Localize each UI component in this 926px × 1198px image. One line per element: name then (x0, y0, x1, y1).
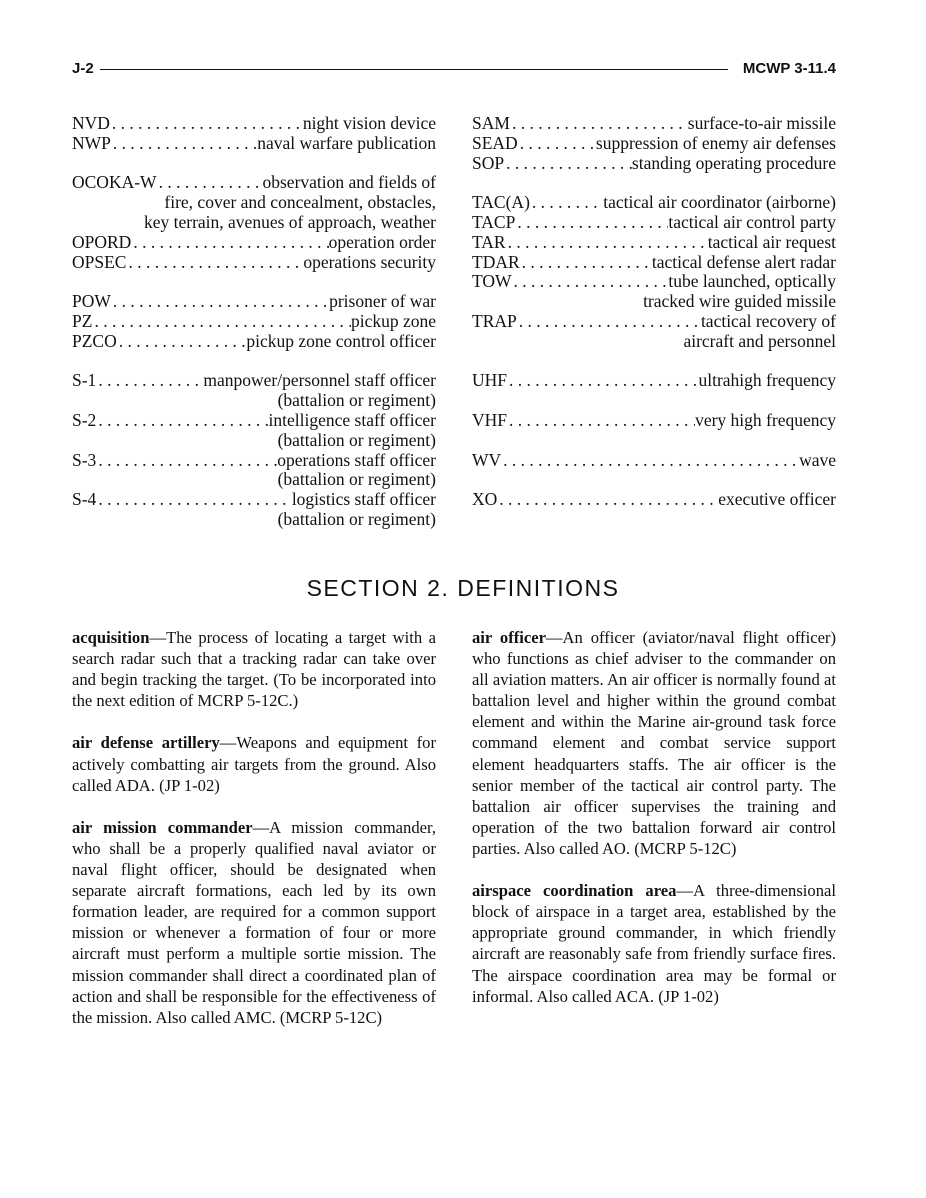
acronym-entry (472, 312, 836, 352)
definitions-column-left (72, 627, 436, 1049)
entry-spacer (472, 431, 836, 451)
dot-leader (96, 451, 277, 471)
page-number: J-2 (72, 60, 94, 77)
dot-leader (520, 253, 652, 273)
acronym-definition: executive officer (718, 489, 836, 510)
definition-paragraph (72, 732, 436, 795)
acronym-entry (72, 173, 436, 232)
acronym-definition: tactical air control party (668, 211, 836, 232)
acronym-term: WV (472, 449, 502, 470)
acronym-term: VHF (472, 409, 508, 430)
acronym-definition-continued: fire, cover and concealment, obstacles, (164, 192, 436, 213)
acronym-term: OPORD (72, 231, 132, 252)
dot-leader (507, 411, 695, 431)
acronym-term: SOP (472, 152, 505, 173)
acronym-term: TRAP (472, 310, 517, 331)
dot-leader (501, 451, 799, 471)
acronym-term: OPSEC (72, 251, 127, 272)
acronym-definition: intelligence staff officer (268, 409, 436, 430)
acronym-entry (472, 272, 836, 312)
acronym-entry (72, 292, 436, 312)
definition-paragraph (72, 817, 436, 1028)
definition-paragraph (472, 880, 836, 1007)
dot-leader (507, 371, 698, 391)
acronym-term: TDAR (472, 251, 520, 272)
acronym-term: PZCO (72, 330, 117, 351)
acronym-term: S-3 (72, 449, 97, 470)
dot-leader (517, 312, 701, 332)
definition-term: airspace coordination area (472, 881, 677, 901)
definition-term: air defense artillery (72, 733, 220, 753)
acronym-entry (72, 114, 436, 134)
acronym-definition-continued: key terrain, avenues of approach, weather (143, 211, 436, 232)
acronym-definition-continued: (battalion or regiment) (277, 508, 436, 529)
acronym-definition-continued: (battalion or regiment) (277, 429, 436, 450)
page-header (72, 60, 836, 80)
acronym-term: NVD (72, 113, 110, 133)
acronym-list-right (472, 114, 836, 510)
definition-text: —A mission commander, who shall be a properly qualified naval aviator or naval flight officer, should be designated when separate aircraft formations, each led by its own formation leader, are required for a common support mission or whenever a formation of four or more aircraft must perform a multiple sortie mission. The mission commander shall direct a coordinated plan of action and shall be responsible for the effectiveness of the mission. Also called AMC. (MCRP 5-12C) (72, 817, 437, 1027)
acronym-definition: surface-to-air missile (687, 113, 836, 133)
document-id: MCWP 3-11.4 (742, 60, 836, 77)
dot-leader (126, 253, 303, 273)
acronym-entry (72, 371, 436, 411)
acronym-definition: prisoner of war (329, 291, 436, 312)
acronym-entry (72, 253, 436, 273)
acronym-entry (72, 134, 436, 154)
acronym-entry (472, 411, 836, 431)
dot-leader (131, 233, 328, 253)
acronym-definition: very high frequency (695, 409, 836, 430)
dot-leader (515, 213, 668, 233)
entry-spacer (472, 391, 836, 411)
dot-leader (497, 490, 718, 510)
acronym-definition: observation and fields of (262, 172, 436, 193)
dot-leader (530, 193, 603, 213)
acronym-entry (72, 233, 436, 253)
acronym-entry (72, 312, 436, 332)
definition-text: —An officer (aviator/naval flight officer) who functions as chief adviser to the commander on all aviation matters. An air officer is normally found at battalion level and higher within the ground combat element and within the Marine air-ground task force command element and combat service support element headquarters staffs. The air officer is the senior member of the tactical air control party. The battalion air officer supervises the training and operation of the two battalion forward air control parties. Also called AO. (MCRP 5-12C) (472, 628, 836, 858)
dot-leader (117, 332, 247, 352)
dot-leader (96, 371, 203, 391)
definition-term: air officer (472, 628, 546, 647)
header-rule (100, 69, 728, 70)
acronym-definition-continued: tracked wire guided missile (643, 291, 836, 312)
dot-leader (96, 411, 268, 431)
acronym-entry (72, 411, 436, 451)
definition-text: —The process of locating a target with a search radar such that a tracking radar can take over and begin tracking the target. (To be incorporated into the next edition of MCRP 5-12C.) (72, 628, 436, 711)
acronym-definition: tactical defense alert radar (651, 251, 836, 272)
dot-leader (504, 154, 632, 174)
dot-leader (92, 312, 351, 332)
entry-spacer (472, 470, 836, 490)
acronym-definition: pickup zone (350, 310, 436, 331)
acronym-entry (472, 114, 836, 134)
acronym-definition: tactical air request (707, 231, 836, 252)
entry-spacer (472, 173, 836, 193)
entry-spacer (72, 352, 436, 372)
acronym-term: TOW (472, 271, 512, 292)
dot-leader (157, 173, 263, 193)
acronym-term: UHF (472, 370, 508, 391)
acronym-entry (472, 134, 836, 154)
dot-leader (111, 134, 257, 154)
dot-leader (512, 272, 669, 292)
acronym-entry (72, 332, 436, 352)
entry-spacer (72, 154, 436, 174)
dot-leader (506, 233, 708, 253)
acronym-definition: suppression of enemy air defenses (595, 132, 836, 153)
acronym-list-left (72, 114, 436, 530)
acronym-entry (472, 490, 836, 510)
acronym-term: OCOKA-W (72, 172, 157, 193)
definitions-column-right (472, 627, 836, 1028)
dot-leader (510, 114, 688, 134)
acronym-definition: tube launched, optically (668, 271, 836, 292)
entry-spacer (472, 352, 836, 372)
acronym-definition-continued: aircraft and personnel (683, 330, 836, 351)
acronym-entry (472, 371, 836, 391)
acronym-definition: naval warfare publication (257, 132, 436, 153)
acronym-term: POW (72, 291, 111, 312)
acronym-definition: wave (799, 449, 836, 470)
acronym-term: TACP (472, 211, 516, 232)
acronym-term: S-2 (72, 409, 97, 430)
acronym-term: PZ (72, 310, 93, 331)
acronym-entry (472, 213, 836, 233)
definition-paragraph (72, 627, 436, 711)
acronym-term: S-4 (72, 489, 97, 510)
acronym-definition: tactical air coordinator (airborne) (603, 192, 836, 213)
acronym-entry (472, 154, 836, 174)
acronym-term: NWP (72, 132, 111, 153)
acronym-definition-continued: (battalion or regiment) (277, 469, 436, 490)
definition-paragraph (472, 627, 836, 859)
acronym-entry (472, 233, 836, 253)
definition-text: —A three-dimensional block of airspace in a target area, established by the appropriate ground commander, in which friendly aircraft are reasonably safe from friendly surface fires. The airspace coordination area may be formal or informal. Also called ACA. (JP 1-02) (472, 881, 836, 1006)
dot-leader (111, 292, 329, 312)
acronym-term: TAR (472, 231, 506, 252)
acronym-definition: ultrahigh frequency (698, 370, 836, 391)
definition-term: air mission commander (72, 817, 253, 837)
acronym-definition: night vision device (302, 113, 436, 133)
acronym-entry (472, 451, 836, 471)
section-title: SECTION 2. DEFINITIONS (306, 575, 620, 601)
acronym-definition: logistics staff officer (291, 489, 436, 510)
acronym-definition: operations security (303, 251, 436, 272)
acronym-definition: pickup zone control officer (246, 330, 436, 351)
acronym-definition: tactical recovery of (700, 310, 836, 331)
definition-text: —Weapons and equipment for actively combatting air targets from the ground. Also called ADA. (JP 1-02) (72, 733, 436, 795)
acronym-entry (72, 490, 436, 530)
acronym-term: S-1 (72, 370, 97, 391)
acronym-definition: operation order (328, 231, 436, 252)
acronym-entry (472, 253, 836, 273)
dot-leader (518, 134, 596, 154)
acronym-definition-continued: (battalion or regiment) (277, 390, 436, 411)
acronym-definition: operations staff officer (277, 449, 436, 470)
dot-leader (96, 490, 292, 510)
acronym-definition: manpower/personnel staff officer (203, 370, 436, 391)
acronym-entry (72, 451, 436, 491)
acronym-term: TAC(A) (472, 192, 530, 213)
definition-term: acquisition (72, 628, 150, 647)
acronym-definition: standing operating procedure (631, 152, 836, 173)
acronym-term: SAM (472, 113, 510, 133)
entry-spacer (72, 272, 436, 292)
acronym-term: XO (472, 489, 498, 510)
dot-leader (110, 114, 303, 134)
acronym-entry (472, 193, 836, 213)
acronym-term: SEAD (472, 132, 518, 153)
